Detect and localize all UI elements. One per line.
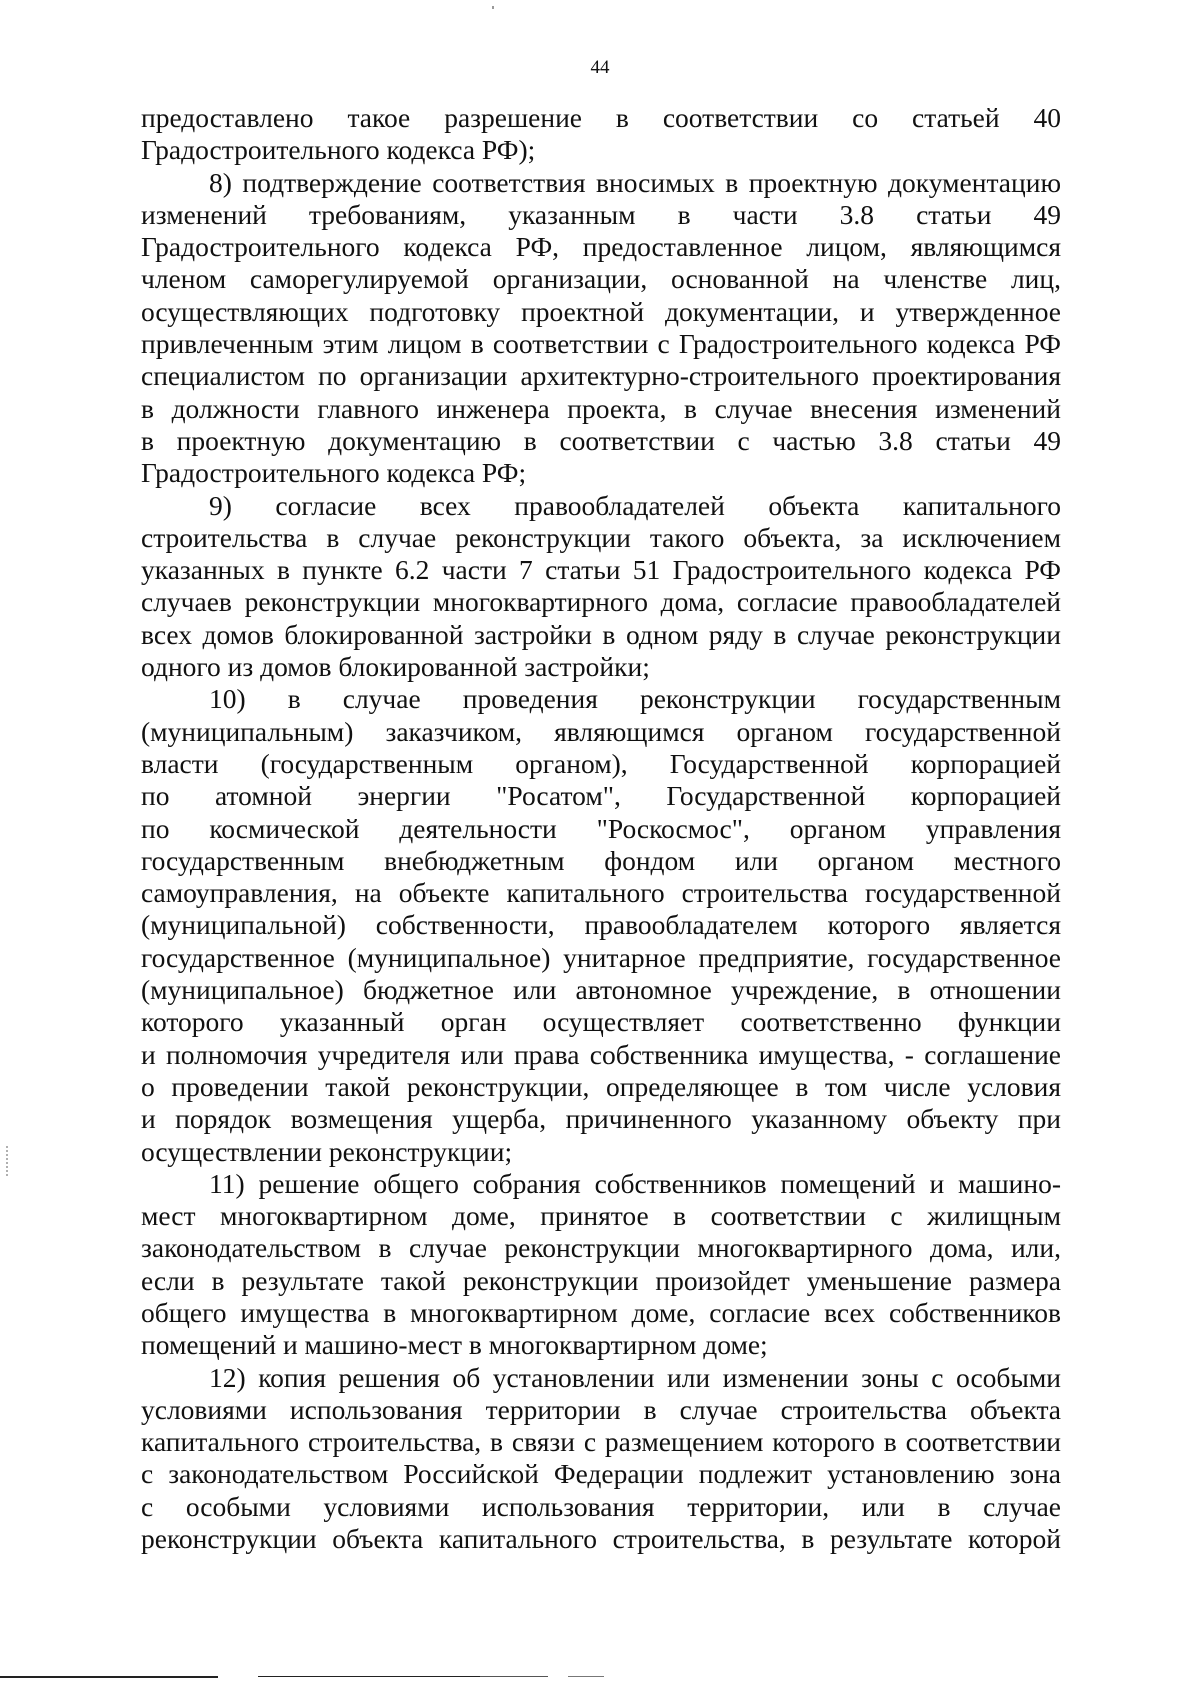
text-line: изменений требованиям, указанным в части 3.8 статьи 49 — [141, 198, 1061, 230]
text-line: 10) в случае проведения реконструкции государственным — [209, 683, 1061, 715]
text-line: капитального строительства, в связи с размещением которого в соответствии — [141, 1426, 1061, 1458]
bottom-scan-line — [480, 1676, 548, 1677]
body-text — [141, 102, 1061, 1555]
text-line: 8) подтверждение соответствия вносимых в проектную документацию — [209, 166, 1061, 198]
text-line: осуществлении реконструкции; — [141, 1135, 513, 1167]
text-line: 12) копия решения об установлении или изменении зоны с особыми — [209, 1361, 1061, 1393]
text-line: (муниципальной) собственности, правообладателем которого является — [141, 909, 1061, 941]
text-line: мест многоквартирном доме, принятое в соответствии с жилищным — [141, 1200, 1061, 1232]
scan-edge-marks — [6, 1146, 11, 1176]
bottom-scan-line — [258, 1676, 480, 1677]
text-line: 9) согласие всех правообладателей объекта капитального — [209, 489, 1061, 521]
text-line: Градостроительного кодекса РФ, предоставленное лицом, являющимся — [141, 231, 1061, 263]
bottom-scan-line — [568, 1676, 604, 1677]
text-line: с особыми условиями использования территории, или в случае — [141, 1490, 1061, 1522]
text-line: власти (государственным органом), Государственной корпорацией — [141, 747, 1061, 779]
text-line: о проведении такой реконструкции, определяющее в том числе условия — [141, 1070, 1061, 1102]
text-line: всех домов блокированной застройки в одном ряду в случае реконструкции — [141, 618, 1061, 650]
text-line: и порядок возмещения ущерба, причиненного указанному объекту при — [141, 1103, 1061, 1135]
text-line: по космической деятельности "Роскосмос", органом управления — [141, 812, 1061, 844]
text-line: осуществляющих подготовку проектной документации, и утвержденное — [141, 295, 1061, 327]
page-number: 44 — [590, 57, 610, 78]
text-line: указанных в пункте 6.2 части 7 статьи 51 Градостроительного кодекса РФ — [141, 554, 1061, 586]
text-line: и полномочия учредителя или права собственника имущества, - соглашение — [141, 1038, 1061, 1070]
text-line: в проектную документацию в соответствии с частью 3.8 статьи 49 — [141, 424, 1061, 456]
text-line: (муниципальным) заказчиком, являющимся органом государственной — [141, 715, 1061, 747]
text-line: реконструкции объекта капитального строительства, в результате которой — [141, 1523, 1061, 1555]
text-line: 11) решение общего собрания собственников помещений и машино- — [209, 1167, 1061, 1199]
text-line: общего имущества в многоквартирном доме, согласие всех собственников — [141, 1296, 1061, 1328]
text-line: случаев реконструкции многоквартирного дома, согласие правообладателей — [141, 586, 1061, 618]
text-line: в должности главного инженера проекта, в случае внесения изменений — [141, 392, 1061, 424]
text-line: строительства в случае реконструкции такого объекта, за исключением — [141, 521, 1061, 553]
text-line: (муниципальное) бюджетное или автономное учреждение, в отношении — [141, 974, 1061, 1006]
text-line: законодательством в случае реконструкции многоквартирного дома, или, — [141, 1232, 1061, 1264]
text-line: по атомной энергии "Росатом", Государственной корпорацией — [141, 780, 1061, 812]
scan-mark — [492, 6, 494, 9]
bottom-scan-line — [0, 1676, 218, 1678]
text-line: предоставлено такое разрешение в соответствии со статьей 40 — [141, 102, 1061, 133]
text-line: которого указанный орган осуществляет соответственно функции — [141, 1006, 1061, 1038]
text-line: Градостроительного кодекса РФ); — [141, 134, 536, 166]
text-line: если в результате такой реконструкции произойдет уменьшение размера — [141, 1264, 1061, 1296]
text-line: государственное (муниципальное) унитарное предприятие, государственное — [141, 941, 1061, 973]
text-line: членом саморегулируемой организации, основанной на членстве лиц, — [141, 263, 1061, 295]
text-line: привлеченным этим лицом в соответствии с Градостроительного кодекса РФ — [141, 328, 1061, 360]
text-line: одного из домов блокированной застройки; — [141, 651, 650, 683]
text-line: помещений и машино-мест в многоквартирном доме; — [141, 1329, 768, 1361]
text-line: государственным внебюджетным фондом или органом местного — [141, 844, 1061, 876]
text-line: самоуправления, на объекте капитального строительства государственной — [141, 877, 1061, 909]
text-line: условиями использования территории в случае строительства объекта — [141, 1393, 1061, 1425]
text-line: с законодательством Российской Федерации подлежит установлению зона — [141, 1458, 1061, 1490]
text-line: специалистом по организации архитектурно-строительного проектирования — [141, 360, 1061, 392]
text-line: Градостроительного кодекса РФ; — [141, 457, 527, 489]
